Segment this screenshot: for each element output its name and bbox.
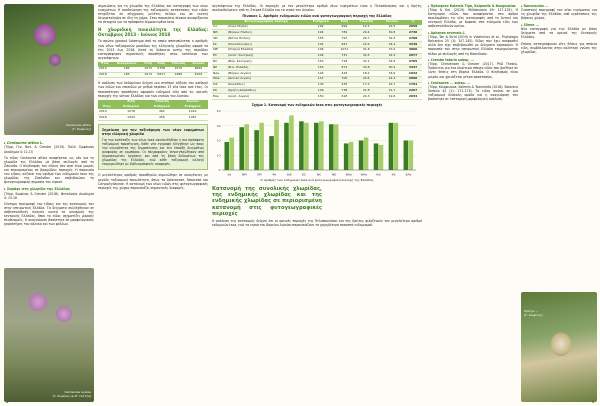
chart-x-tick-label: Pe xyxy=(272,172,277,177)
column-3 xyxy=(212,4,422,402)
region-table-header-cell: Φυτογεωγραφική περιοχή xyxy=(227,20,305,25)
chart-x-tick-label: WAe xyxy=(360,172,368,177)
table-cell: KK xyxy=(212,88,227,94)
table-cell: NC xyxy=(212,59,227,65)
photo2-caption-name: Centaurea lancea xyxy=(64,390,91,395)
table-cell: WAe xyxy=(212,76,227,82)
table-cell: 797 xyxy=(336,36,353,42)
table-cell: 185 xyxy=(112,67,142,72)
note-box-title: Σημείωση για την ταξινόμηση των νέων ευρημάτων στην ελληνική χλωρίδα xyxy=(102,127,204,137)
photo1-caption-name: Centaurea attica xyxy=(65,123,91,128)
table-cell: 146 xyxy=(305,47,336,53)
chart-x-tick-label: NPi xyxy=(241,172,247,177)
chart-bar-WAe-1 xyxy=(364,138,369,170)
table-cell: 3249 xyxy=(404,42,422,48)
table-cell: 146 xyxy=(305,88,336,94)
region-table-body xyxy=(212,25,422,100)
table-cell: 738 xyxy=(336,88,353,94)
table-cell: 2267 xyxy=(404,88,422,94)
table-cell: 700 xyxy=(336,76,353,82)
table-cell: 144 xyxy=(305,71,336,77)
page-number-right: 5 xyxy=(591,400,594,404)
table-cell: IoI xyxy=(212,25,227,30)
endemic-table-header-cell: Είδη xyxy=(116,100,147,105)
page-number-left: 4 xyxy=(6,400,9,404)
summary-table-header-cell: Έτος xyxy=(98,62,112,67)
species-1-author: L. xyxy=(40,141,44,145)
table-cell: (Ιόνια Νησιά) xyxy=(227,25,305,30)
table-cell: 3096 xyxy=(404,47,422,53)
table-cell: (Στερεά Ελλάδα) xyxy=(227,47,305,53)
table-row xyxy=(98,115,208,121)
table-cell: 20.4 xyxy=(353,76,380,82)
table-cell: 2034 xyxy=(404,94,422,100)
table-cell: (Κυκλάδες) xyxy=(227,82,305,88)
endemic-table-header-cell: Υποείδη xyxy=(146,100,177,105)
flower-shape xyxy=(49,54,61,66)
table-cell: 1278 xyxy=(116,109,147,114)
table-cell: (Βόρεια Πίνδος) xyxy=(227,30,305,36)
chart-bar-NPi-0 xyxy=(239,127,244,170)
table-cell: 618 xyxy=(336,94,353,100)
flower-shape xyxy=(29,293,47,311)
table-cell: 2013 xyxy=(98,109,116,114)
table-cell: 5817 xyxy=(155,72,168,78)
photo-centaurea-lancea xyxy=(4,268,94,402)
chart-bar-NPi-1 xyxy=(244,124,249,170)
chart-bar-EC-1 xyxy=(304,123,309,170)
region-table-header-cell: Σύνολο xyxy=(380,20,404,25)
region-table-header-cell: Ενδημικά xyxy=(305,20,336,25)
photo-centaurea-attica xyxy=(4,4,94,135)
chart-title: Σχήμα 1. Κατανομή των ενδημικών taxa στις φυτογεωγραφικές περιοχές xyxy=(251,103,383,108)
table-cell: NE xyxy=(212,65,227,71)
summary-table-header-cell: Σύνολο xyxy=(189,62,208,67)
table-cell: 731 xyxy=(336,53,353,59)
table-cell: (Ανατ. Κεντρική) xyxy=(227,53,305,59)
table-cell: 30.9 xyxy=(380,65,404,71)
photo-orchid xyxy=(521,292,597,402)
list-item-head: Silene ... xyxy=(523,22,539,27)
table-cell: 1320 xyxy=(116,115,147,121)
chart-x-tick-label: Kik xyxy=(376,172,381,177)
summary-table-header-cell: Υποείδη xyxy=(168,62,189,67)
list-item xyxy=(428,31,518,56)
chart-bar-EAe-1 xyxy=(409,141,414,171)
species-2-name: Σαράφι στη χλωρίδα της Ελλάδας xyxy=(6,187,71,192)
arrow-icon: ▸ xyxy=(521,22,524,27)
endemic-table-subheader-cell: Ενδημικά xyxy=(116,105,147,110)
list-item-text: Νέα καταγραφή για την Ελλάδα με βάση δείγματα από τα ορεινά της Κεντρικής Ελλάδας. xyxy=(521,26,597,40)
chart-svg xyxy=(212,108,420,178)
column-6-text1: Επίσης καταγράφηκαν νέες θέσεις για σπάνια είδη, συμβάλλοντας στην καλύτερη γνώση της χλωρίδας. xyxy=(521,41,597,54)
table-cell: EAe xyxy=(212,94,227,100)
table-cell: (Πελοπόννησος) xyxy=(227,42,305,48)
table-cell: 22.5 xyxy=(380,25,404,30)
table-cell: 185 xyxy=(112,72,142,78)
table-cell: 144 xyxy=(305,53,336,59)
table-cell: 19.1 xyxy=(353,25,380,30)
table-cell: NAe xyxy=(212,71,227,77)
table-cell: 194 xyxy=(305,25,336,30)
region-table-title: Πίνακας 1. Αριθμός ενδημικών ειδών ανά φυτογεωγραφική περιοχή της Ελλάδας xyxy=(242,14,392,19)
list-item-head: Aphanes arvensis L. xyxy=(430,31,466,36)
table-cell: 31.8 xyxy=(353,88,380,94)
list-item-text: (Τύρρ, Christensen & Greuter (2017). PhD Thesis). Πρόκειται για ένα ιδιαίτερα σπάνιο είδος που βρέθηκε σε λίγες θέσεις στη βόρεια Ελλάδα. Ο πληθυσμός είναι μικρός και χρειάζεται μέτρα προστασίας. xyxy=(428,62,518,79)
table-cell: EC xyxy=(212,53,227,59)
table-cell: 147 xyxy=(305,76,336,82)
region-table xyxy=(212,20,422,100)
chart-bar-EAe-0 xyxy=(404,141,409,171)
table-cell: 5758 xyxy=(155,67,168,72)
table-cell: 699 xyxy=(336,25,353,30)
table-cell: 718 xyxy=(336,59,353,65)
chart-bar-NAe-1 xyxy=(349,142,354,170)
chart-y-tick-label: 30 xyxy=(216,123,221,128)
table-cell: 2018 xyxy=(98,115,116,121)
photo3-caption-name: Ophrys ... xyxy=(524,309,539,313)
region-table-header-cell: Είδη xyxy=(336,20,353,25)
table-cell: 194 xyxy=(305,30,336,36)
table-cell: (Β.Α. Ελλάδα) xyxy=(227,65,305,71)
list-item-text: Συνοπτική περιγραφή του νέου ευρήματος για τη χλωρίδα της Ελλάδας από υγρότοπους της βόρειας χώρας. xyxy=(521,8,597,21)
table-cell: 6706 xyxy=(189,72,208,78)
table-cell: 429 xyxy=(336,71,353,77)
table-cell: 155 xyxy=(305,36,336,42)
chart-bar-Kik-0 xyxy=(374,143,379,170)
table-cell: 16.7 xyxy=(380,82,404,88)
list-item-text: (Τύρρ, Kougousias, Kalemis & Tsamalidis (2018). Botanica Serbica 42 (1): 171-173). Το είδος ανήκει σε μια ταξινομικά δύσκολη ομάδα και η αναγνώρισή του βασίστηκε σε λεπτομερή μορφολογική ανάλυση. xyxy=(428,85,518,102)
note-box-text: Για την κατάταξη των νέων taxa ακολουθήθηκε η πιο πρόσφατη ταξινομική προσέγγιση. Κάθε νέα εγγραφή ελέγχθηκε ως προς την εγκυρότητα της δημοσίευσης και την ύπαρξη δειγμάτων αναφοράς σε ερμπάρια. Οι πληροφορίες συγκεντρώθηκαν από δημοσιευμένες εργασίες και από τη βάση δεδομένων της χλωρίδας της Ελλάδας, ενώ κάθε ταξινομική αλλαγή τεκμηριώθηκε με βιβλιογραφικές αναφορές. xyxy=(102,137,204,167)
chart-y-tick-label: 40 xyxy=(216,109,221,114)
photo2-caption xyxy=(31,391,91,399)
endemic-table-subheader-cell: Έτος xyxy=(98,105,116,110)
chart-x-tick-label: EC xyxy=(302,172,307,177)
table-cell: (Δυτικό Αιγαίο) xyxy=(227,76,305,82)
table-cell: 2018 xyxy=(98,72,112,78)
distribution-heading: Κατανομή της συνολικής χλωρίδας, της ενδημικής χλωρίδας και της ενδημικής χλωρίδας σε περιορισμένη κατανομή στις φυτογεωγραφικές περιοχές xyxy=(212,185,322,217)
chart-x-tick-label: NC xyxy=(316,172,322,177)
table-cell: 1986 xyxy=(168,72,189,78)
table-cell: 31.7 xyxy=(380,88,404,94)
table-cell: 34.4 xyxy=(380,42,404,48)
chart-bar-NE-1 xyxy=(334,124,339,170)
chart-bar-Pe-1 xyxy=(274,120,279,170)
column-2-text3: Ο μεγαλύτερος αριθμός προσθηκών σημειώθηκε σε οικογένειες με μεγάλη ταξινομική ποικιλότητα, όπως τα Asteraceae, Fabaceae και Caryophyllaceae. Η κατανομή των νέων ειδών στις φυτογεωγραφικές περιοχές της χώρας παρουσιάζει σημαντικές διαφορές. xyxy=(98,173,208,190)
species-2-text: Σύντομη περιγραφή του είδους και της κατανομής του στην ηπειρωτική Ελλάδα. Τα δείγματα συλλέχθηκαν σε ασβεστολιθικές πλαγιές κοντά σε οικισμούς της κεντρικής Ελλάδας, όπου το είδος σχηματίζει μικρούς πληθυσμούς. Η αναγνώριση βασίστηκε σε μορφολογικούς χαρακτήρες του κάλυκα και των φύλλων. xyxy=(4,201,94,227)
chart-bar-IoI-1 xyxy=(229,138,234,170)
table-cell: 1074 xyxy=(142,72,155,78)
table-cell: (Βόρειο Αιγαίο) xyxy=(227,71,305,77)
chart-x-tick-label: SPi xyxy=(257,172,262,177)
arrow-icon: ▸ xyxy=(428,4,431,8)
chart-bar-SPi-1 xyxy=(259,123,264,170)
flower-shape xyxy=(56,306,72,322)
table-cell: 29.4 xyxy=(353,30,380,36)
table-cell: 154 xyxy=(305,65,336,71)
column-3-text2: Η ανάλυση της κατανομής δείχνει ότι οι ορεινές περιοχές της Πελοποννήσου και της Κρήτης φιλοξενούν τον μεγαλύτερο αριθμό ενδημικών taxa, ενώ τα νησιά του Βορείου Αιγαίου παρουσιάζουν τα χαμηλότερα ποσοστά ενδημισμού. xyxy=(212,218,422,228)
table-cell: 2765 xyxy=(404,59,422,65)
table-cell: 26.7 xyxy=(353,36,380,42)
chart-bar-SPi-0 xyxy=(254,130,259,170)
section-title-diversity: Η χλωριδική ποικιλότητα της Ελλάδας: Οκτώβριος 2013 - Ιούνιος 2018 xyxy=(98,27,208,38)
species-2-title: ▸ Σαράφι στη χλωρίδα της Ελλάδας xyxy=(4,187,71,192)
species-1-title: ▸ Centaurea attica L. xyxy=(4,141,44,145)
arrow-icon: ▸ xyxy=(428,58,431,63)
chart-caption: Ο αριθμός των ενδημικών taxa ανά φυτογεωγραφική περιοχή της Ελλάδας xyxy=(260,178,374,183)
chart-x-tick-label: IoI xyxy=(227,172,232,177)
chart-bar-KK-0 xyxy=(389,123,394,170)
endemic-table-subheader-cell: Ενδημικά xyxy=(146,105,177,110)
table-cell: 31.8 xyxy=(353,47,380,53)
table-cell: (Νότια Πίνδος) xyxy=(227,36,305,42)
list-item xyxy=(428,4,518,29)
list-item xyxy=(521,4,597,20)
endemic-table-subheader-cell: Ενδημικά xyxy=(177,105,208,110)
chart-bar-Pe-0 xyxy=(269,136,274,170)
table-cell: 435 xyxy=(336,82,353,88)
table-cell: 1071 xyxy=(336,47,353,53)
photo2-caption-photo: (Γ. Κωφίνας & Μ. Γκάτζα) xyxy=(52,394,91,399)
table-cell: 3347 xyxy=(404,65,422,71)
photo3-caption-photo: (Γ. Κωφίνας) xyxy=(524,312,543,317)
table-cell: 2096 xyxy=(404,76,422,82)
column-5 xyxy=(428,4,518,402)
species-1-text: Το είδος Centaurea attica αναφέρεται ως νέο για τη χλωρίδα της Ελλάδας με βάση συλλογές από τη Ζάκυνθο. Ο πληθυσμός του είδους στο νησί είναι μικρός και περιορισμένος σε βραχώδεις περιοχές. Η παρουσία του είδους αυξάνει τον αριθμό των ενδημικών taxa της χλωρίδας της Ζακύνθου και επιβεβαιώνει τη φυτογεωγραφική σημασία του νησιού. xyxy=(4,155,94,185)
column-3-text1: αγγειόφυτων της Ελλάδας. Οι περιοχές με τον μεγαλύτερο αριθμό νέων ευρημάτων είναι η Πελοπόννησος και η Κρήτη, ακολουθούμενες από τη Στερεά Ελλάδα και τα νησιά του Αιγαίου. xyxy=(212,4,422,13)
chart-bar-EC-0 xyxy=(299,121,304,170)
chart-y-tick-label: 20 xyxy=(216,138,221,143)
table-cell: 18.9 xyxy=(380,71,404,77)
column-2-intro: σημειώσεις για τη χλωρίδα της Ελλάδας και καταγραφή των νέων ευρημάτων. Η αναθεώρηση της ταξινομικής κατάστασης των ειδών στηρίζεται σε σύγχρονες μελέτες πεδίου και σε εκτενή δειγματοληψία σε όλη τη χώρα. Στον παρακάτω πίνακα συνοψίζονται τα στοιχεία για τα πρόσφατα δημοσιευμένα taxa. xyxy=(98,4,208,25)
table-cell: 1791 xyxy=(404,82,422,88)
table-cell: Pe xyxy=(212,42,227,48)
summary-table-header-cell: Οικογένειες xyxy=(112,62,142,67)
chart-bar-KK-1 xyxy=(394,123,399,170)
table-cell: 17.5 xyxy=(353,82,380,88)
table-cell: SPi xyxy=(212,36,227,42)
table-cell: 2708 xyxy=(404,36,422,42)
chart-x-tick-label: NAe xyxy=(345,172,352,177)
summary-table xyxy=(98,62,208,78)
table-cell: 32.4 xyxy=(380,53,404,59)
table-cell: 1632 xyxy=(404,71,422,77)
chart-bar-WAe-0 xyxy=(359,141,364,171)
list-item xyxy=(428,81,518,101)
table-cell: 139 xyxy=(305,82,336,88)
table-cell: 32.8 xyxy=(380,59,404,65)
table-cell: 20.3 xyxy=(353,94,380,100)
table-cell: 874 xyxy=(336,65,353,71)
table-cell: 22.4 xyxy=(380,76,404,82)
endemic-table xyxy=(98,100,208,121)
flower-shape xyxy=(34,24,56,46)
summary-table-header-cell: Είδη xyxy=(155,62,168,67)
table-cell: 18.2 xyxy=(353,71,380,77)
table-cell: 30.8 xyxy=(380,30,404,36)
table-cell: 152 xyxy=(305,59,336,65)
species-1-name: Centaurea attica xyxy=(6,141,39,145)
table-cell: (Κρήτη-Κάρπαθος) xyxy=(227,88,305,94)
table-cell: 456 xyxy=(146,115,177,121)
photo1-caption xyxy=(31,124,91,132)
table-cell: 2736 xyxy=(404,30,422,36)
table-cell: 2977 xyxy=(404,53,422,59)
photo1-caption-photo: (Γ. Κωφίνας) xyxy=(72,127,91,132)
column-6 xyxy=(521,4,597,290)
table-row xyxy=(212,94,422,100)
arrow-icon: ▸ xyxy=(428,31,431,36)
table-cell: 784 xyxy=(336,30,353,36)
list-item-head: Crambe tataria subsp. ... xyxy=(430,58,475,63)
table-cell: 142 xyxy=(305,42,336,48)
table-cell: 2013 xyxy=(98,67,112,72)
list-item-head: Πρόσφατα Kalemis Tiga, Kalpoutis & Kougousias xyxy=(430,4,516,8)
chart-bar-NC-0 xyxy=(314,123,319,170)
table-cell: StE xyxy=(212,47,227,53)
list-item-head: Ranunculus ... xyxy=(523,4,549,8)
chart-bar-IoI-0 xyxy=(224,142,229,170)
table-cell: 32.1 xyxy=(353,59,380,65)
chart-y-tick-label: 0 xyxy=(218,168,221,173)
species-1-ref: (Τύρρ, Γεν. Βοτ. & Greuter (2019). Πολύ. Εμφάνιση Ακαδημία 4: 11-15 xyxy=(4,145,94,154)
column-2 xyxy=(98,4,208,402)
chart-bar-Kik-1 xyxy=(379,145,384,170)
table-cell: 6620 xyxy=(189,67,208,72)
endemic-chart xyxy=(212,103,422,183)
arrow-icon: ▸ xyxy=(428,81,431,86)
chart-x-tick-label: KK xyxy=(391,172,396,177)
table-cell: 1073 xyxy=(142,67,155,72)
column-2-section-text: Το πρώτο χρονικό διάστημα από το οποίο αποτυπώνεται ο αριθμός των νέων ταξινομικών μονάδων της ελληνικής χλωρίδας αφορά τα έτη 2013 έως 2018. Κατά τη διάρκεια αυτής της περιόδου καταγράφηκαν σημαντικές προσθήκες στον κατάλογο των αγγειόφυτων. xyxy=(98,39,208,60)
table-cell: 32.5 xyxy=(353,53,380,59)
chart-x-tick-label: StE xyxy=(286,172,292,177)
table-cell: (Βόρ. Κεντρική) xyxy=(227,59,305,65)
chart-bar-NE-0 xyxy=(329,124,334,170)
list-item xyxy=(428,58,518,78)
table-cell: NPi xyxy=(212,30,227,36)
chart-bar-StE-0 xyxy=(284,123,289,170)
summary-table-header-cell: Γένη xyxy=(142,62,155,67)
photo3-caption xyxy=(524,310,574,399)
species-2-ref: (Τύρρ, Κωφίνας & Greuter (2018). Φυτολογία Ακαδημία 4: 15-16 xyxy=(4,191,94,200)
table-cell: 37.0 xyxy=(380,47,404,53)
table-cell: 22.6 xyxy=(353,42,380,48)
table-cell: 847 xyxy=(336,42,353,48)
table-cell: 30.8 xyxy=(353,65,380,71)
table-cell: 19.6 xyxy=(380,94,404,100)
chart-bar-NAe-0 xyxy=(344,143,349,170)
table-cell: 1970 xyxy=(168,67,189,72)
chart-bar-StE-1 xyxy=(289,115,294,170)
column-1 xyxy=(4,138,94,266)
list-item-head: Centaurea ... subsp. ... xyxy=(430,81,471,86)
chart-x-tick-label: EAe xyxy=(405,172,412,177)
table-cell: 1467 xyxy=(177,115,208,121)
table-cell: 462 xyxy=(146,109,177,114)
list-item xyxy=(521,23,597,39)
list-item-text: (Τύρρ, Tan & Strid (2019) in Vladimirov et al., Phytologia Balcanica 25 (1): 107-145). Είδος που έχει αναφερθεί αλλά δεν είχε επιβεβαιωθεί με δείγματα ερμπαρίου. Η παρουσία του στην ηπειρωτική Ελλάδα τεκμηριώνεται πλέον με συλλογές από τη Μακεδονία. xyxy=(428,35,518,56)
note-box xyxy=(98,124,208,171)
table-cell: 32.3 xyxy=(380,36,404,42)
endemic-table-header-cell: Σύνολο xyxy=(177,100,208,105)
table-cell: Kik xyxy=(212,82,227,88)
region-table-header-cell: % xyxy=(404,20,422,25)
chart-bar-NC-1 xyxy=(319,121,324,170)
chart-y-tick-label: 10 xyxy=(216,153,221,158)
table-cell: 2058 xyxy=(404,25,422,30)
table-cell: 1419 xyxy=(177,109,208,114)
region-table-header-cell: Υποείδη xyxy=(353,20,380,25)
list-item-text: (Τύρρ & Kal. (2019). Willdenowia 49: 117-125). Η Κατηγορία ειδών που αναφέρονται στο άρθρο περιλαμβάνει τις νέες καταγραφές από τη δυτική και κεντρική Ελλάδα, με έμφαση στα ενδημικά είδη των ασβεστολιθικών ορέων. xyxy=(428,8,518,29)
column-2-text2: Η ανάλυση των δεδομένων δείχνει μια σταθερή αύξηση του αριθμού των ειδών και υποειδών με ρυθμό περίπου 15 νέα taxa ανά έτος. Οι περισσότερες προσθήκες αφορούν ενδημικά είδη από τις ορεινές περιοχές της νότιας Ελλάδας και των νησιών του Αιγαίου. xyxy=(98,81,208,98)
table-cell: (Ανατ. Αιγαίο) xyxy=(227,94,305,100)
chart-x-tick-label: NE xyxy=(331,172,336,177)
table-cell: 150 xyxy=(305,94,336,100)
arrow-icon: ▸ xyxy=(521,4,524,8)
table-row xyxy=(98,72,208,78)
